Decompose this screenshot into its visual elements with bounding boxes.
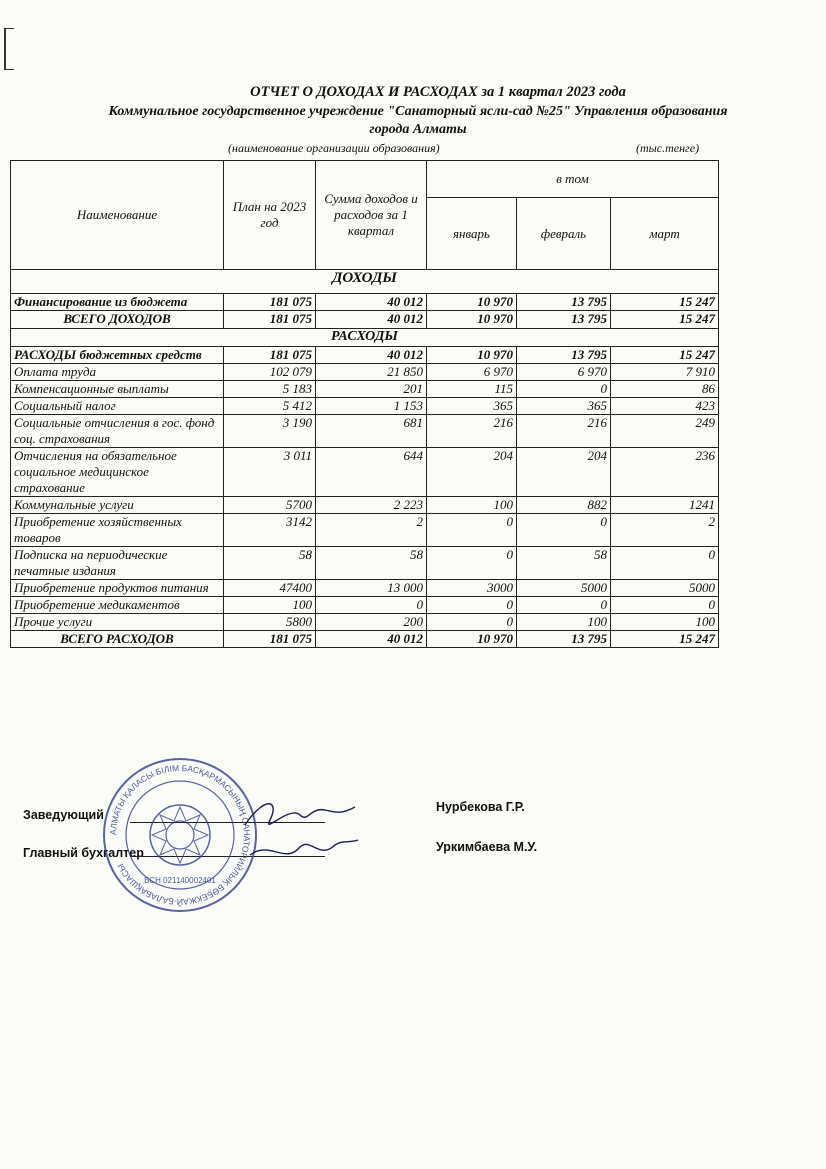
expense-jan-cell: 0 — [427, 614, 517, 631]
expense-sum-cell: 2 223 — [316, 497, 427, 514]
expense-sum-cell: 58 — [316, 547, 427, 580]
expense-row — [11, 547, 719, 580]
col-feb-header: февраль — [517, 198, 611, 270]
expense-mar-cell: 236 — [611, 448, 719, 497]
expense-name-cell: Оплата труда — [11, 364, 224, 381]
expense-row — [11, 364, 719, 381]
expense-feb-cell: 204 — [517, 448, 611, 497]
stamp-outer-text: АЛМАТЫ ҚАЛАСЫ БІЛІМ БАСҚАРМАСЫНЫҢ САНАТОРИЙЛЫҚ БӨБЕКЖАЙ-БАЛАБАҚШАСЫ — [107, 762, 253, 908]
expense-name-cell: Подписка на периодические печатные издания — [11, 547, 224, 580]
expense-total-jan: 10 970 — [427, 631, 517, 648]
expense-row — [11, 415, 719, 448]
income-section-row — [11, 270, 719, 294]
expense-row — [11, 398, 719, 415]
organization-line-1: Коммунальное государственное учреждение "Санаторный ясли-сад №25" Управления образования — [108, 104, 728, 119]
expense-name-cell: Приобретение медикаментов — [11, 597, 224, 614]
expense-mar-cell: 2 — [611, 514, 719, 547]
header-row-1 — [11, 161, 719, 198]
income-total-feb: 13 795 — [517, 311, 611, 329]
scan-edge-mark — [4, 28, 14, 70]
income-plan-cell: 181 075 — [224, 294, 316, 311]
expense-sum-cell: 21 850 — [316, 364, 427, 381]
expense-jan-cell: 204 — [427, 448, 517, 497]
expense-feb-cell: 365 — [517, 398, 611, 415]
expense-feb-cell: 882 — [517, 497, 611, 514]
col-name-header: Наименование — [11, 161, 224, 270]
expense-plan-cell: 58 — [224, 547, 316, 580]
col-mar-header: март — [611, 198, 719, 270]
expense-row — [11, 497, 719, 514]
caption-row — [0, 141, 826, 159]
expense-name-cell: РАСХОДЫ бюджетных средств — [11, 347, 224, 364]
expense-total-plan: 181 075 — [224, 631, 316, 648]
expense-plan-cell: 102 079 — [224, 364, 316, 381]
expense-feb-cell: 216 — [517, 415, 611, 448]
expense-jan-cell: 115 — [427, 381, 517, 398]
expense-section-title: РАСХОДЫ — [11, 329, 719, 347]
expense-name-cell: Социальные отчисления в гос. фонд соц. страхования — [11, 415, 224, 448]
expense-jan-cell: 0 — [427, 514, 517, 547]
expense-name-cell: Социальный налог — [11, 398, 224, 415]
units-label: (тыс.тенге) — [636, 141, 700, 155]
expense-jan-cell: 100 — [427, 497, 517, 514]
expense-feb-cell: 58 — [517, 547, 611, 580]
col-plan-header: План на 2023 год — [224, 161, 316, 270]
expense-feb-cell: 6 970 — [517, 364, 611, 381]
expense-row — [11, 514, 719, 547]
expense-jan-cell: 3000 — [427, 580, 517, 597]
expense-plan-cell: 5800 — [224, 614, 316, 631]
expense-total-mar: 15 247 — [611, 631, 719, 648]
expense-total-label: ВСЕГО РАСХОДОВ — [11, 631, 224, 648]
organization-name — [58, 103, 768, 139]
expense-mar-cell: 1241 — [611, 497, 719, 514]
expense-jan-cell: 0 — [427, 597, 517, 614]
income-mar-cell: 15 247 — [611, 294, 719, 311]
expense-total-sum: 40 012 — [316, 631, 427, 648]
handwritten-signature — [240, 785, 360, 875]
expense-jan-cell: 10 970 — [427, 347, 517, 364]
expense-feb-cell: 100 — [517, 614, 611, 631]
expense-sum-cell: 200 — [316, 614, 427, 631]
expense-sum-cell: 201 — [316, 381, 427, 398]
expense-total-row — [11, 631, 719, 648]
expense-mar-cell: 0 — [611, 547, 719, 580]
expense-row — [11, 597, 719, 614]
expense-sum-cell: 13 000 — [316, 580, 427, 597]
head-name: Нурбекова Г.Р. — [436, 800, 525, 814]
expense-feb-cell: 0 — [517, 381, 611, 398]
expense-feb-cell: 0 — [517, 597, 611, 614]
expense-sum-cell: 40 012 — [316, 347, 427, 364]
expense-rows — [11, 347, 719, 631]
income-total-sum: 40 012 — [316, 311, 427, 329]
expense-row — [11, 448, 719, 497]
expense-row — [11, 381, 719, 398]
expense-plan-cell: 5700 — [224, 497, 316, 514]
income-total-row — [11, 311, 719, 329]
report-title: ОТЧЕТ О ДОХОДАХ И РАСХОДАХ за 1 квартал 2023 года — [250, 84, 626, 100]
emblem-icon — [150, 805, 210, 865]
expense-mar-cell: 5000 — [611, 580, 719, 597]
expense-feb-cell: 5000 — [517, 580, 611, 597]
income-name-cell: Финансирование из бюджета — [11, 294, 224, 311]
expense-feb-cell: 0 — [517, 514, 611, 547]
expense-total-feb: 13 795 — [517, 631, 611, 648]
col-jan-header: январь — [427, 198, 517, 270]
income-feb-cell: 13 795 — [517, 294, 611, 311]
expense-plan-cell: 47400 — [224, 580, 316, 597]
expense-sum-cell: 644 — [316, 448, 427, 497]
income-rows — [11, 294, 719, 311]
expense-plan-cell: 3142 — [224, 514, 316, 547]
expense-plan-cell: 5 412 — [224, 398, 316, 415]
organization-line-2: города Алматы — [369, 122, 467, 137]
expense-mar-cell: 15 247 — [611, 347, 719, 364]
accountant-name: Уркимбаева М.У. — [436, 840, 538, 854]
income-section-title: ДОХОДЫ — [11, 270, 719, 294]
expense-row — [11, 580, 719, 597]
expense-jan-cell: 216 — [427, 415, 517, 448]
expense-feb-cell: 13 795 — [517, 347, 611, 364]
accountant-label: Главный бухгалтер — [23, 846, 144, 860]
expense-mar-cell: 0 — [611, 597, 719, 614]
income-row — [11, 294, 719, 311]
expense-row — [11, 347, 719, 364]
expense-mar-cell: 100 — [611, 614, 719, 631]
expense-plan-cell: 181 075 — [224, 347, 316, 364]
expense-row — [11, 614, 719, 631]
expense-sum-cell: 2 — [316, 514, 427, 547]
expense-jan-cell: 365 — [427, 398, 517, 415]
expense-name-cell: Компенсационные выплаты — [11, 381, 224, 398]
expense-name-cell: Коммунальные услуги — [11, 497, 224, 514]
official-stamp — [100, 755, 260, 915]
expense-plan-cell: 3 190 — [224, 415, 316, 448]
expense-mar-cell: 249 — [611, 415, 719, 448]
expense-plan-cell: 100 — [224, 597, 316, 614]
income-total-mar: 15 247 — [611, 311, 719, 329]
expense-jan-cell: 0 — [427, 547, 517, 580]
expense-sum-cell: 681 — [316, 415, 427, 448]
expense-name-cell: Отчисления на обязательное социальное медицинское страхование — [11, 448, 224, 497]
expense-plan-cell: 5 183 — [224, 381, 316, 398]
head-label: Заведующий — [23, 808, 104, 822]
expense-mar-cell: 423 — [611, 398, 719, 415]
expense-section-row — [11, 329, 719, 347]
expense-name-cell: Приобретение хозяйственных товаров — [11, 514, 224, 547]
organization-caption: (наименование организации образования) — [228, 141, 440, 155]
expense-mar-cell: 7 910 — [611, 364, 719, 381]
expense-jan-cell: 6 970 — [427, 364, 517, 381]
income-jan-cell: 10 970 — [427, 294, 517, 311]
expense-sum-cell: 0 — [316, 597, 427, 614]
col-sum-header: Сумма доходов и расходов за 1 квартал — [316, 161, 427, 270]
report-header — [0, 84, 826, 139]
expense-sum-cell: 1 153 — [316, 398, 427, 415]
income-total-jan: 10 970 — [427, 311, 517, 329]
expense-plan-cell: 3 011 — [224, 448, 316, 497]
stamp-bin: БСН 021140002401 — [144, 876, 216, 885]
expense-name-cell: Прочие услуги — [11, 614, 224, 631]
expense-mar-cell: 86 — [611, 381, 719, 398]
expense-name-cell: Приобретение продуктов питания — [11, 580, 224, 597]
income-total-plan: 181 075 — [224, 311, 316, 329]
income-expense-table — [10, 160, 719, 648]
col-including-header: в том — [427, 161, 719, 198]
income-total-label: ВСЕГО ДОХОДОВ — [11, 311, 224, 329]
income-sum-cell: 40 012 — [316, 294, 427, 311]
